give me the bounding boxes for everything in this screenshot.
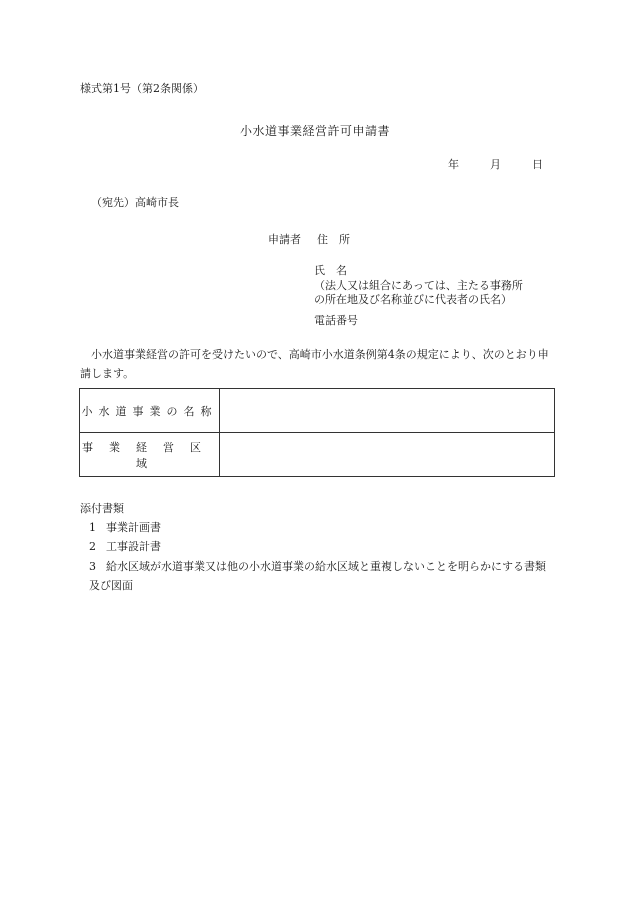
name-note-line1: （法人又は組合にあっては、主たる事務所: [314, 279, 523, 292]
name-label: 氏 名: [314, 264, 347, 277]
application-table: [79, 388, 555, 477]
date-line: [448, 156, 543, 172]
attachment-text: 給水区域が水道事業又は他の小水道事業の給水区域と重複しないことを明らかにする書類及び図面: [89, 560, 546, 592]
day-label: 日: [532, 158, 543, 171]
addressee: （宛先）高崎市長: [91, 196, 179, 209]
attachment-number: 1: [89, 521, 96, 534]
body-paragraph: 小水道事業経営の許可を受けたいので、高崎市小水道条例第4条の規定により、次のとおり申請します。: [80, 348, 549, 380]
attachment-text: 工事設計書: [106, 540, 161, 553]
table-row: [80, 433, 555, 477]
list-item: [89, 519, 551, 535]
list-item: [89, 538, 551, 554]
business-area-field[interactable]: [220, 433, 555, 477]
document-title: 小水道事業経営許可申請書: [239, 124, 390, 138]
attachment-number: 3: [89, 560, 96, 573]
name-note-line2: の所在地及び名称並びに代表者の氏名）: [314, 293, 512, 306]
business-area-label: 事業経営区域: [80, 433, 220, 477]
attachments-heading: 添付書類: [80, 502, 124, 515]
attachment-number: 2: [89, 540, 96, 553]
address-label: 住 所: [317, 233, 350, 246]
attachment-text: 事業計画書: [106, 521, 161, 534]
phone-label: 電話番号: [314, 314, 358, 327]
form-number: 様式第1号（第2条関係）: [80, 82, 204, 95]
year-label: 年: [448, 158, 459, 171]
month-label: 月: [490, 158, 501, 171]
business-name-field[interactable]: [220, 389, 555, 433]
business-name-label: 小水道事業の名称: [80, 389, 220, 433]
applicant-label: 申請者: [268, 233, 301, 246]
table-row: [80, 389, 555, 433]
list-item: [89, 557, 551, 595]
